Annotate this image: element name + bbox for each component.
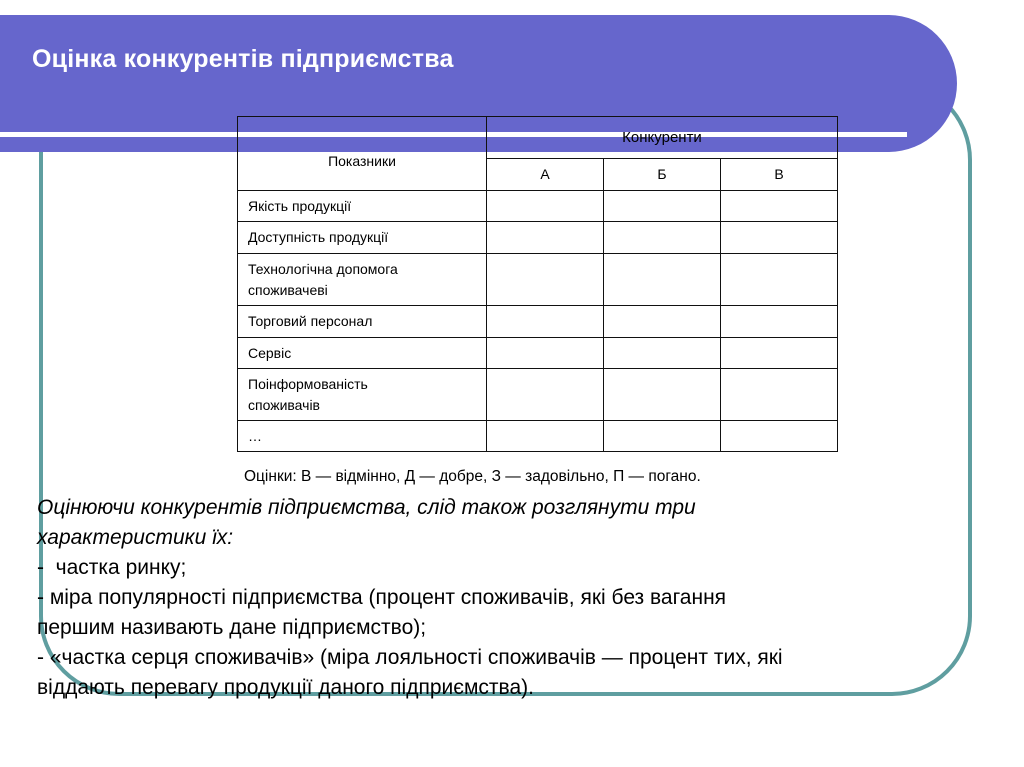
row-label: …: [238, 421, 487, 452]
cell-b: [604, 338, 721, 369]
cell-b: [604, 254, 721, 306]
cell-a: [487, 421, 604, 452]
intro-line: характеристики їх:: [37, 526, 234, 549]
cell-v: [721, 222, 838, 254]
competitor-table: [237, 116, 838, 452]
cell-b: [604, 421, 721, 452]
table-row: [238, 222, 838, 254]
header-competitor-a: А: [487, 159, 604, 191]
cell-v: [721, 306, 838, 338]
row-label: [238, 369, 487, 421]
cell-v: [721, 369, 838, 421]
cell-a: [487, 306, 604, 338]
header-competitors: Конкуренти: [487, 117, 838, 159]
table-row: [238, 421, 838, 452]
cell-v: [721, 254, 838, 306]
row-label-line: Технологічна допомога: [248, 260, 398, 277]
header-competitor-v: В: [721, 159, 838, 191]
list-line: віддають перевагу продукції даного підприємства).: [37, 676, 534, 699]
row-label-line: споживачеві: [248, 281, 328, 298]
slide-title: Оцінка конкурентів підприємства: [32, 45, 454, 73]
list-line: першим називають дане підприємство);: [37, 616, 427, 639]
cell-a: [487, 222, 604, 254]
cell-v: [721, 421, 838, 452]
cell-v: [721, 191, 838, 222]
cell-a: [487, 191, 604, 222]
cell-b: [604, 222, 721, 254]
table-row: [238, 306, 838, 338]
cell-b: [604, 306, 721, 338]
intro-line: Оцінюючи конкурентів підприємства, слід також розглянути три: [37, 496, 696, 519]
row-label: Сервіс: [238, 338, 487, 369]
body-text: [37, 493, 967, 703]
row-label: Доступність продукції: [238, 222, 487, 254]
cell-v: [721, 338, 838, 369]
cell-b: [604, 191, 721, 222]
row-label: Якість продукції: [238, 191, 487, 222]
rating-legend: Оцінки: В — відмінно, Д — добре, З — задовільно, П — погано.: [244, 468, 701, 485]
row-label: [238, 254, 487, 306]
header-competitor-b: Б: [604, 159, 721, 191]
header-indicators: Показники: [238, 117, 487, 191]
cell-b: [604, 369, 721, 421]
table-row: [238, 338, 838, 369]
cell-a: [487, 254, 604, 306]
table-row: [238, 191, 838, 222]
cell-a: [487, 338, 604, 369]
row-label: Торговий персонал: [238, 306, 487, 338]
list-line: - «частка серця споживачів» (міра лояльності споживачів — процент тих, які: [37, 646, 783, 669]
row-label-line: Поінформованість: [248, 375, 368, 392]
table-row: [238, 369, 838, 421]
row-label-line: споживачів: [248, 396, 320, 413]
list-line: - міра популярності підприємства (процент споживачів, які без вагання: [37, 586, 727, 609]
cell-a: [487, 369, 604, 421]
table-row: [238, 254, 838, 306]
list-line: - частка ринку;: [37, 556, 187, 579]
